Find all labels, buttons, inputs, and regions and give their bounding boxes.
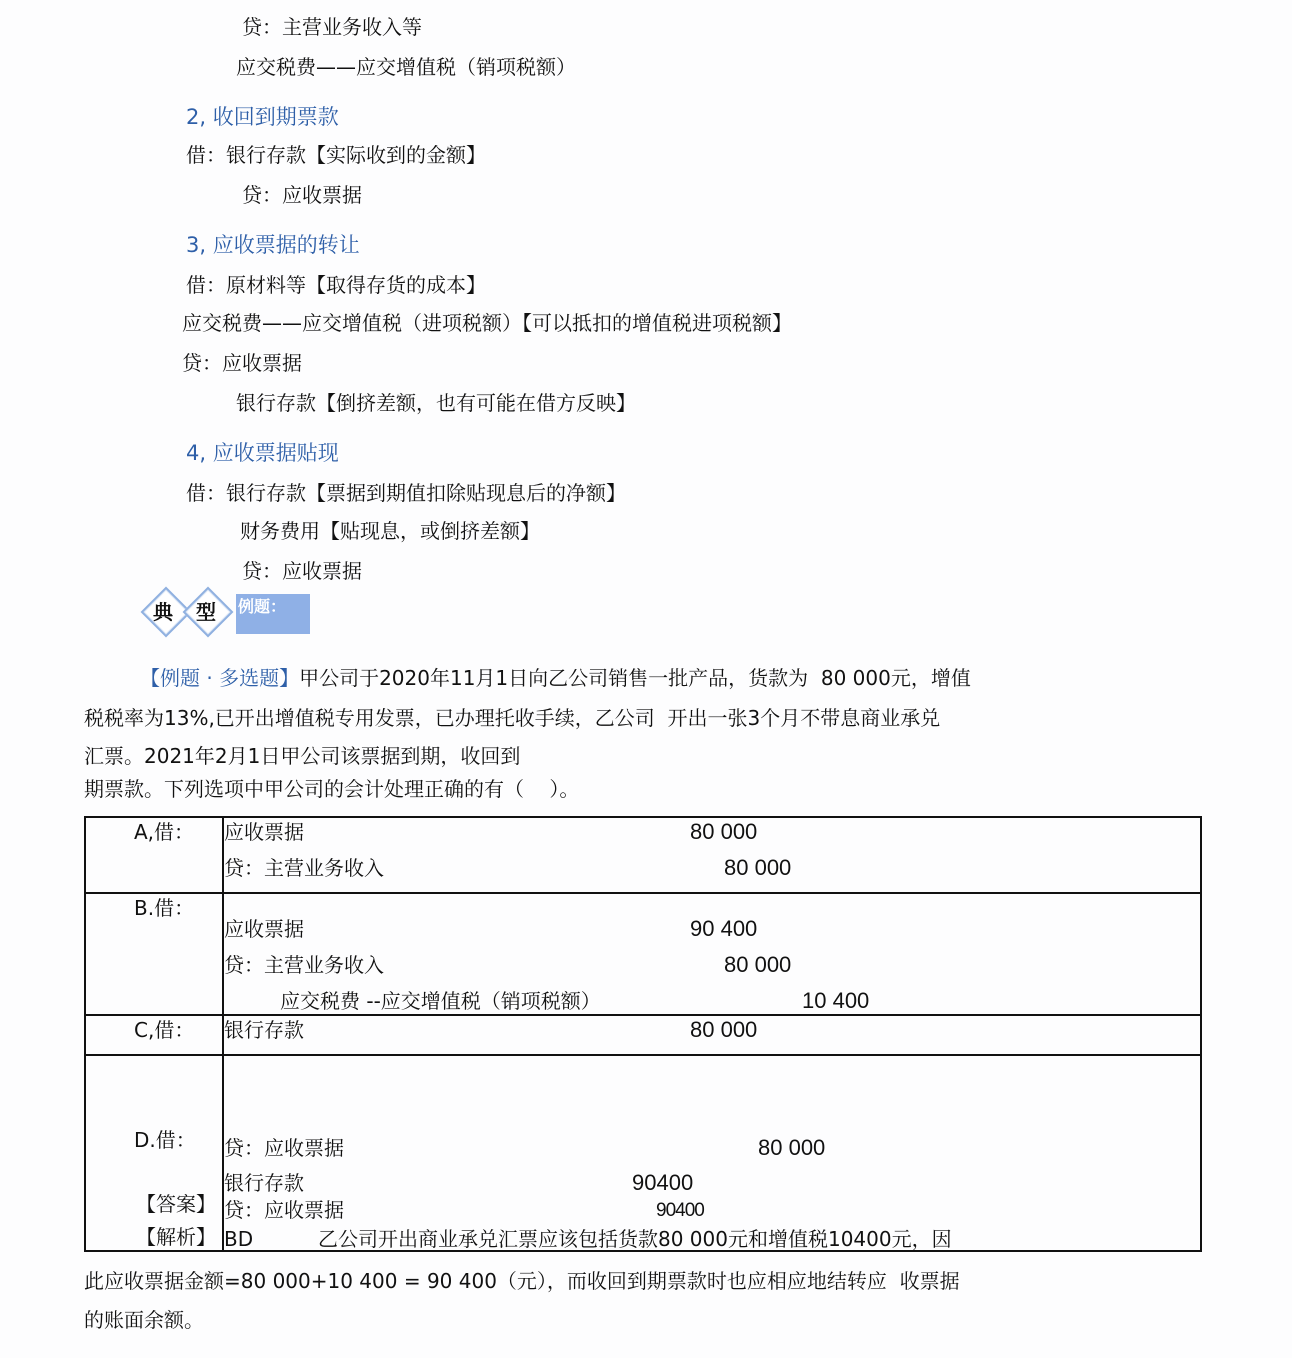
- option-b-credit2-account: 应交税费 --应交增值税（销项税额）: [280, 989, 601, 1013]
- analysis-text: 乙公司开出商业承兑汇票应该包括货款80 000元和增值税10400元，因: [318, 1227, 952, 1251]
- row-divider: [86, 1054, 1200, 1056]
- entry-line: 贷：应收票据: [242, 559, 362, 583]
- answer-debit-account: 银行存款: [224, 1171, 304, 1195]
- analysis-line-3: 的账面余额。: [84, 1308, 204, 1332]
- badge-char: 型: [196, 600, 216, 624]
- typical-example-badge: [140, 584, 310, 640]
- option-a-credit-amount: 80 000: [724, 855, 792, 880]
- option-b-credit2-amount: 10 400: [802, 988, 870, 1013]
- row-divider: [86, 892, 1200, 894]
- entry-line: 借：原材料等【取得存货的成本】: [186, 273, 486, 297]
- option-d-credit-account: 贷：应收票据: [224, 1136, 344, 1160]
- entry-line: 银行存款【倒挤差额，也有可能在借方反映】: [236, 391, 636, 415]
- answer-label: 【答案】: [136, 1192, 216, 1216]
- question-line-4: 期票款。下列选项中甲公司的会计处理正确的有（ ）。: [84, 777, 580, 801]
- entry-line: 贷：应收票据: [242, 183, 362, 207]
- analysis-line-2: 此应收票据金额=80 000+10 400 = 90 400（元），而收回到期票款时也应相应地结转应 收票据: [84, 1269, 960, 1293]
- option-c-debit-account: 银行存款: [224, 1018, 304, 1042]
- section-heading-transfer-notes: 3, 应收票据的转让: [186, 233, 360, 257]
- option-b-debit-amount: 90 400: [690, 916, 758, 941]
- option-c-label: C,借：: [134, 1018, 195, 1042]
- badge-label: 例题：: [236, 594, 310, 634]
- question-tag: 【例题 · 多选题】: [140, 666, 300, 690]
- option-b-debit-account: 应收票据: [224, 917, 304, 941]
- option-a-debit-account: 应收票据: [224, 820, 304, 844]
- option-b-label: B.借：: [134, 896, 195, 920]
- entry-line: 应交税费——应交增值税（进项税额）【可以抵扣的增值税进项税额】: [182, 311, 792, 335]
- question-line-1: [140, 665, 971, 691]
- entry-line: 借：银行存款【实际收到的金额】: [186, 143, 486, 167]
- option-a-label: A,借：: [134, 820, 195, 844]
- option-b-credit-account: 贷：主营业务收入: [224, 953, 384, 977]
- entry-line: 财务费用【贴现息，或倒挤差额】: [240, 519, 540, 543]
- option-d-credit-amount: 80 000: [758, 1135, 826, 1160]
- analysis-label: 【解析】: [136, 1225, 216, 1249]
- option-a-credit-account: 贷：主营业务收入: [224, 856, 384, 880]
- section-heading-discount-notes: 4, 应收票据贴现: [186, 441, 339, 465]
- option-b-credit-amount: 80 000: [724, 952, 792, 977]
- row-divider: [86, 1014, 1200, 1016]
- badge-char: 典: [153, 600, 173, 624]
- options-table: [84, 816, 1202, 1252]
- question-line-3: 汇票。2021年2月1日甲公司该票据到期，收回到: [84, 744, 521, 768]
- option-d-label: D.借：: [134, 1128, 196, 1152]
- question-line-2: 税税率为13%,已开出增值税专用发票，已办理托收手续，乙公司 开出一张3个月不带息商业承兑: [84, 706, 941, 730]
- option-c-debit-amount: 80 000: [690, 1017, 758, 1042]
- entry-line: 贷：应收票据: [182, 351, 302, 375]
- section-heading-collect-notes: 2, 收回到期票款: [186, 105, 339, 129]
- question-text: 甲公司于2020年11月1日向乙公司销售一批产品，货款为 80 000元，增值: [299, 666, 971, 690]
- analysis-answer-value: BD: [224, 1227, 254, 1251]
- option-a-debit-amount: 80 000: [690, 819, 758, 844]
- answer-debit-amount: 90400: [632, 1170, 694, 1195]
- credit-revenue-line: 贷：主营业务收入等: [242, 15, 422, 39]
- answer-credit-amount: 90400: [656, 1200, 704, 1221]
- entry-line: 借：银行存款【票据到期值扣除贴现息后的净额】: [186, 481, 626, 505]
- answer-credit-account: 贷：应收票据: [224, 1198, 344, 1222]
- vat-output-line: 应交税费——应交增值税（销项税额）: [236, 55, 576, 79]
